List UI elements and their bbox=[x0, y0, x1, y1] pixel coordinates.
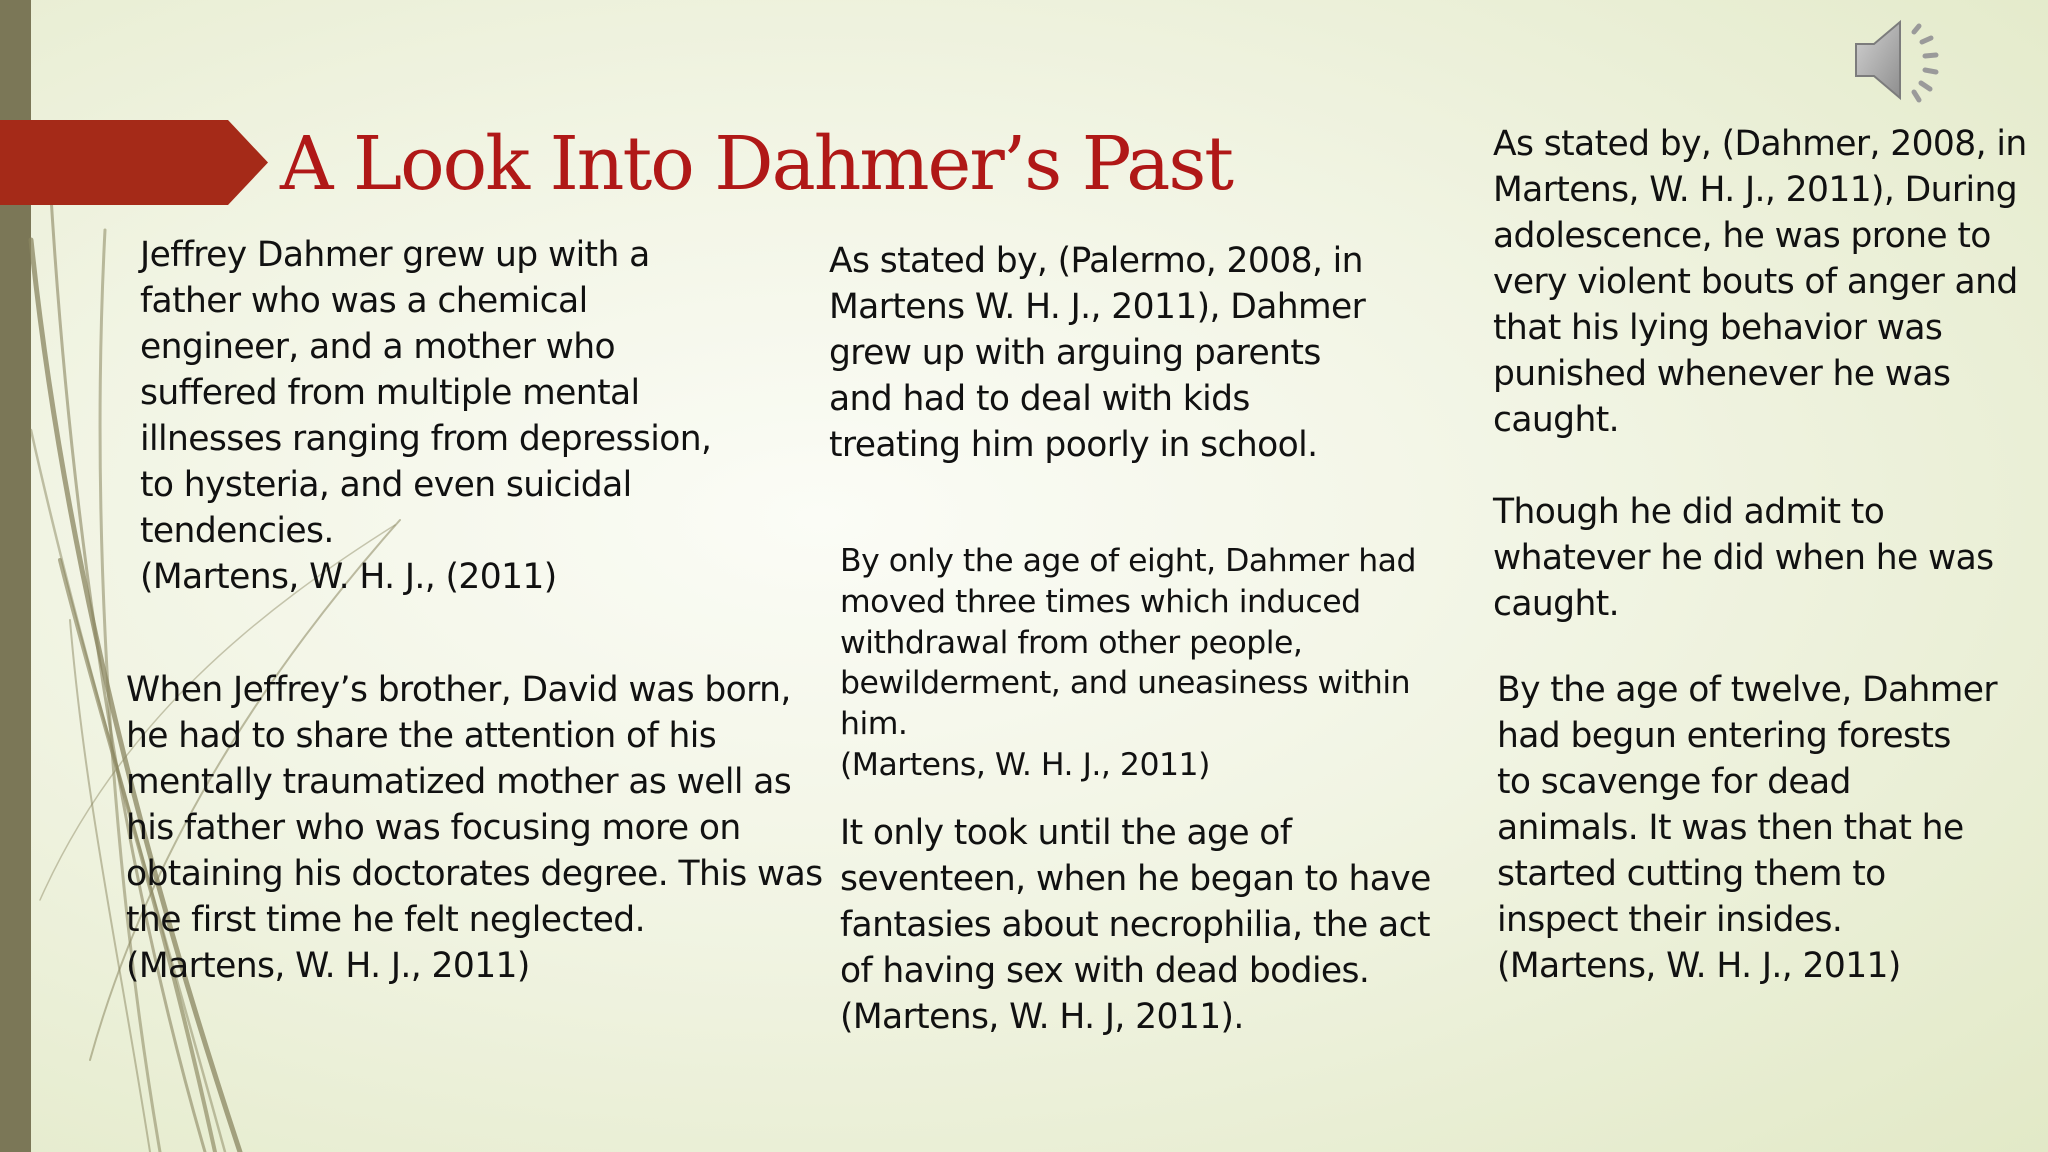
text-block-age-seventeen: It only took until the age of seventeen, when he began to have fantasies about necrophilia, the act of having sex with dead bodies. (Martens, W. H. J, 2011). bbox=[840, 813, 1431, 1037]
text-block-upbringing: Jeffrey Dahmer grew up with a father who was a chemical engineer, and a mother who suffered from multiple mental illnesses ranging from depression, to hysteria, and even suicidal tendencies. (Martens, W. H. J., (2011) bbox=[140, 235, 712, 597]
text-block-age-eight: By only the age of eight, Dahmer had moved three times which induced withdrawal from other people, bewilderment, and uneasiness within him. (Martens, W. H. J., 2011) bbox=[840, 543, 1416, 783]
text-block-palermo: As stated by, (Palermo, 2008, in Martens W. H. J., 2011), Dahmer grew up with arguing parents and had to deal with kids treating him poorly in school. bbox=[829, 241, 1366, 465]
slide-title: A Look Into Dahmer’s Past bbox=[280, 121, 1233, 207]
text-block-age-twelve: By the age of twelve, Dahmer had begun entering forests to scavenge for dead animals. It was then that he started cutting them to inspect their insides. (Martens, W. H. J., 2011) bbox=[1497, 670, 1998, 986]
text-block-adolescence: As stated by, (Dahmer, 2008, in Martens, W. H. J., 2011), During adolescence, he was prone to very violent bouts of anger and that his lying behavior was punished whenever he was caught. Though he did admit to whatever he did when he was caught. bbox=[1493, 124, 2027, 624]
text-block-brother: When Jeffrey’s brother, David was born, he had to share the attention of his mentally traumatized mother as well as his father who was focusing more on obtaining his doctorates degree. This was the first time he felt neglected. (Martens, W. H. J., 2011) bbox=[126, 670, 823, 986]
title-accent-arrow bbox=[0, 120, 268, 205]
speaker-icon[interactable] bbox=[1852, 12, 1958, 108]
